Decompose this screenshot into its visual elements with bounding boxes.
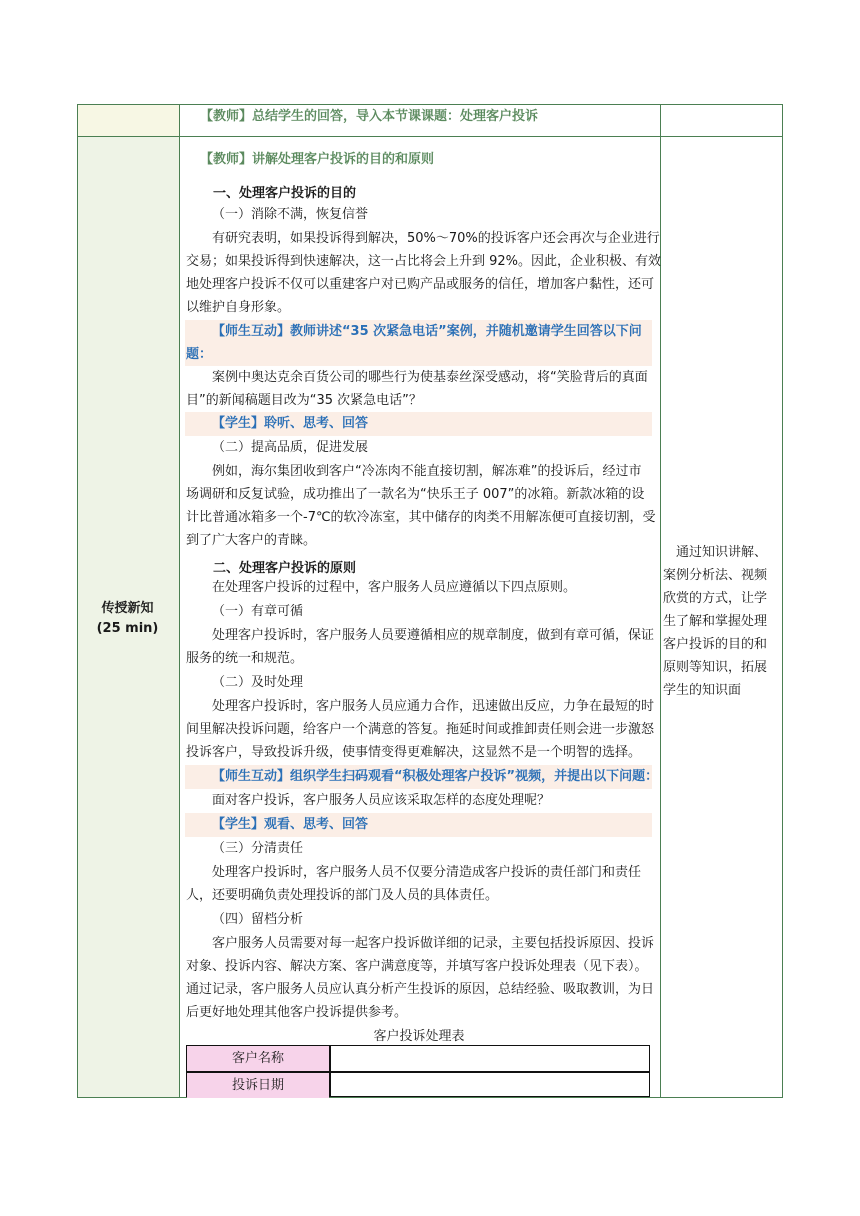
subheading: （四）留档分析 xyxy=(212,912,304,927)
subheading: （一）有章可循 xyxy=(212,604,304,619)
paragraph-line: 对象、投诉内容、解决方案、客户满意度等，并填写客户投诉处理表（见下表）。 xyxy=(186,959,648,974)
paragraph-line: 到了广大客户的青睐。 xyxy=(186,533,317,548)
teacher-summary-line: 【教师】总结学生的回答，导入本节课课题：处理客户投诉 xyxy=(200,109,539,124)
objective-line: 通过知识讲解、 xyxy=(663,545,768,560)
student-response-line: 【学生】聆听、思考、回答 xyxy=(212,416,369,431)
subheading: （二）提高品质，促进发展 xyxy=(212,440,369,455)
left-cell-top xyxy=(78,105,179,136)
objective-line: 客户投诉的目的和 xyxy=(663,637,768,652)
objective-line: 欣赏的方式，让学 xyxy=(663,591,768,606)
question-line: 案例中奥达克余百货公司的哪些行为使基泰丝深受感动，将“笑脸背后的真面 xyxy=(212,370,648,385)
left-cell-main xyxy=(78,137,179,1097)
complaint-form-table xyxy=(186,1045,650,1097)
paragraph-line: 计比普通冰箱多一个-7℃的软冷冻室，其中储存的肉类不用解冻便可直接切割，受 xyxy=(186,510,656,525)
interaction-line: 【师生互动】教师讲述“35 次紧急电话”案例，并随机邀请学生回答以下问 xyxy=(212,324,642,339)
objective-line: 生了解和掌握处理 xyxy=(663,614,768,629)
column-divider xyxy=(179,105,180,1097)
question-line: 面对客户投诉，客户服务人员应该采取怎样的态度处理呢？ xyxy=(212,793,551,808)
paragraph-line: 以维护自身形象。 xyxy=(186,300,291,315)
interaction-line: 【师生互动】组织学生扫码观看“积极处理客户投诉”视频，并提出以下问题： xyxy=(212,769,659,784)
paragraph-line: 处理客户投诉时，客户服务人员不仅要分清造成客户投诉的责任部门和责任 xyxy=(212,865,642,880)
objective-line: 原则等知识，拓展 xyxy=(663,660,768,675)
question-line: 目”的新闻稿题目改为“35 次紧急电话”？ xyxy=(186,393,422,408)
student-response-line: 【学生】观看、思考、回答 xyxy=(212,817,369,832)
interaction-line: 题： xyxy=(186,347,213,362)
paragraph-line: 处理客户投诉时，客户服务人员要遵循相应的规章制度，做到有章可循，保证 xyxy=(212,628,655,643)
paragraph-line: 在处理客户投诉的过程中，客户服务人员应遵循以下四点原则。 xyxy=(212,580,577,595)
table-caption: 客户投诉处理表 xyxy=(373,1029,465,1044)
paragraph-line: 例如，海尔集团收到客户“冷冻肉不能直接切割，解冻难”的投诉后，经过市 xyxy=(212,464,642,479)
paragraph-line: 交易；如果投诉得到快速解决，这一占比将会上升到 92%。因此，企业积极、有效 xyxy=(186,254,662,269)
paragraph-line: 投诉客户，导致投诉升级，使事情变得更难解决，这显然不是一个明智的选择。 xyxy=(186,745,642,760)
subheading: （二）及时处理 xyxy=(212,675,304,690)
section-heading-purpose: 一、处理客户投诉的目的 xyxy=(213,186,357,201)
row-divider xyxy=(78,136,782,137)
paragraph-line: 客户服务人员需要对每一起客户投诉做详细的记录，主要包括投诉原因、投诉 xyxy=(212,936,655,951)
objective-text xyxy=(663,541,781,702)
subheading: （三）分清责任 xyxy=(212,841,304,856)
paragraph-line: 通过记录，客户服务人员应认真分析产生投诉的原因，总结经验、吸取教训，为日 xyxy=(186,982,655,997)
stage-duration: (25 min) xyxy=(96,621,159,636)
table-row-label: 投诉日期 xyxy=(187,1073,329,1098)
paragraph-line: 场调研和反复试验，成功推出了一款名为“快乐王子 007”的冰箱。新款冰箱的设 xyxy=(186,487,645,502)
table-divider xyxy=(187,1071,649,1073)
objective-line: 案例分析法、视频 xyxy=(663,568,768,583)
paragraph-line: 地处理客户投诉不仅可以重建客户对已购产品或服务的信任，增加客户黏性，还可 xyxy=(186,277,655,292)
stage-title: 传授新知 xyxy=(101,601,154,616)
table-row-label: 客户名称 xyxy=(187,1046,329,1071)
paragraph-line: 服务的统一和规范。 xyxy=(186,651,304,666)
paragraph-line: 处理客户投诉时，客户服务人员应通力合作，迅速做出反应，力争在最短的时 xyxy=(212,699,655,714)
paragraph-line: 间里解决投诉问题，给客户一个满意的答复。拖延时间或推卸责任则会进一步激怒 xyxy=(186,722,655,737)
section-heading-principles: 二、处理客户投诉的原则 xyxy=(213,561,357,576)
teacher-lecture-line: 【教师】讲解处理客户投诉的目的和原则 xyxy=(200,152,435,167)
paragraph-line: 人，还要明确负责处理投诉的部门及人员的具体责任。 xyxy=(186,888,499,903)
paragraph-line: 后更好地处理其他客户投诉提供参考。 xyxy=(186,1005,408,1020)
paragraph-line: 有研究表明，如果投诉得到解决，50%～70%的投诉客户还会再次与企业进行 xyxy=(212,231,660,246)
subheading: （一）消除不满，恢复信誉 xyxy=(212,207,369,222)
objective-line: 学生的知识面 xyxy=(663,683,742,698)
